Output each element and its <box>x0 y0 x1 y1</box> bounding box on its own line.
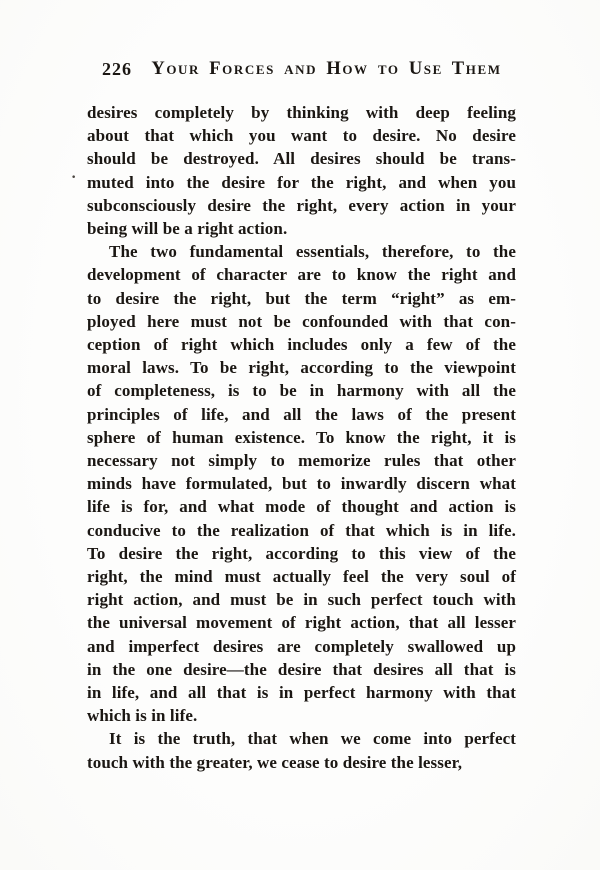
text-line: It is the truth, that when we come into perfect <box>109 729 516 749</box>
text-line: muted into the desire for the right, and when you <box>87 172 516 192</box>
text-line: sphere of human existence. To know the right, it is <box>87 427 516 447</box>
text-line: development of character are to know the right and <box>87 265 516 285</box>
text-line: should be destroyed. All desires should be trans- <box>87 149 516 169</box>
running-title: Your Forces and How to Use Them <box>151 59 502 79</box>
text-block <box>87 101 516 774</box>
text-line: necessary not simply to memorize rules that other <box>87 451 516 471</box>
text-line: ployed here must not be confounded with that con- <box>87 311 516 331</box>
text-line: in life, and all that is in perfect harmony with that <box>87 683 516 703</box>
page-number: 226 <box>102 59 132 79</box>
text-line: moral laws. To be right, according to the viewpoint <box>87 358 516 378</box>
text-line: right, the mind must actually feel the very soul of <box>87 567 516 587</box>
text-line: about that which you want to desire. No desire <box>87 126 516 146</box>
text-line: to desire the right, but the term “right” as em- <box>87 288 516 308</box>
page-header <box>87 59 516 81</box>
text-line: life is for, and what mode of thought and action is <box>87 497 516 517</box>
text-line: the universal movement of right action, that all lesser <box>87 613 516 633</box>
text-line: being will be a right action. <box>87 219 288 239</box>
paragraph <box>87 101 516 240</box>
text-line: conducive to the realization of that which is in life. <box>87 520 516 540</box>
text-line: principles of life, and all the laws of the present <box>87 404 516 424</box>
text-line: The two fundamental essentials, therefore, to the <box>109 242 516 262</box>
text-line: of completeness, is to be in harmony with all the <box>87 381 516 401</box>
text-line: in the one desire—the desire that desires all that is <box>87 659 516 679</box>
scan-artifact-dot: · <box>71 169 77 186</box>
text-line: and imperfect desires are completely swallowed up <box>87 636 516 656</box>
text-line: which is in life. <box>87 706 198 726</box>
text-line: subconsciously desire the right, every action in your <box>87 195 516 215</box>
text-line: To desire the right, according to this view of the <box>87 543 516 563</box>
text-line: ception of right which includes only a few of the <box>87 335 516 355</box>
text-line: minds have formulated, but to inwardly discern what <box>87 474 516 494</box>
text-line: touch with the greater, we cease to desire the lesser, <box>87 752 463 772</box>
text-line: right action, and must be in such perfect touch with <box>87 590 516 610</box>
paragraph <box>87 727 516 773</box>
paragraph <box>87 240 516 727</box>
text-line: desires completely by thinking with deep feeling <box>87 103 516 122</box>
